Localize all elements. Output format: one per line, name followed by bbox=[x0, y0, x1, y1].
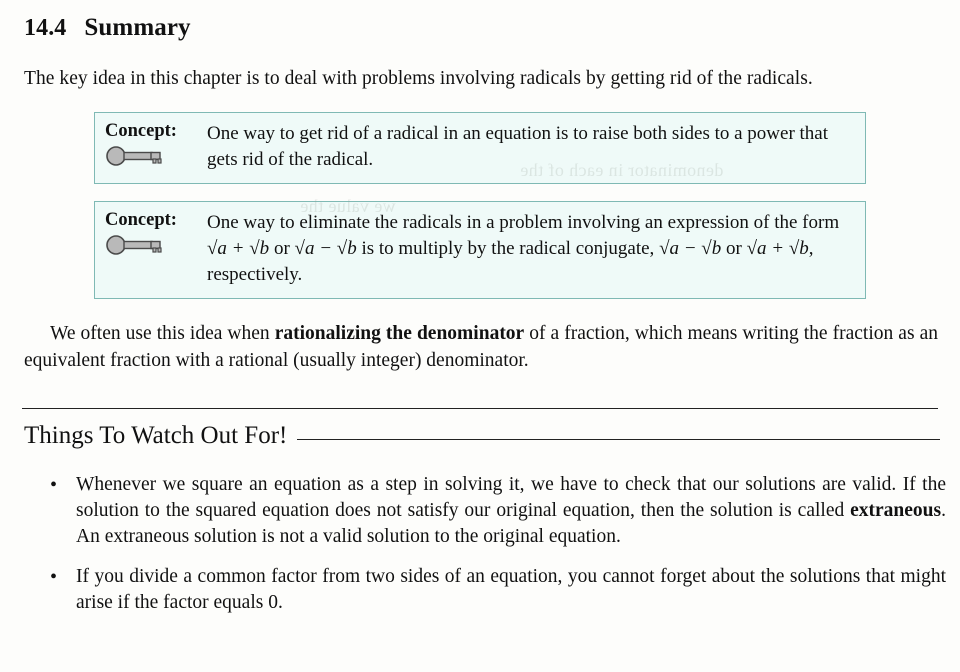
section-number: 14.4 bbox=[24, 15, 67, 41]
watch-out-rule bbox=[297, 439, 940, 440]
concept-label: Concept: bbox=[105, 210, 177, 231]
section-title: Summary bbox=[84, 14, 191, 41]
ghost-text-line1: denominator in each of the bbox=[520, 160, 724, 180]
para-part1: We often use this idea when bbox=[50, 323, 275, 345]
concept-text-1: One way to get rid of a radical in an equation is to raise both sides to a power that gets rid of the radical. bbox=[207, 123, 829, 171]
watch-out-title: Things To Watch Out For! bbox=[24, 422, 288, 449]
concept2-part7: or bbox=[721, 238, 747, 260]
para-bold: rationalizing the denominator bbox=[274, 323, 525, 345]
bullet1-part2: . An extraneous solution is not a valid solution to the original equation. bbox=[76, 499, 946, 547]
concept-box-2-left bbox=[105, 210, 205, 259]
concept2-part3: or bbox=[269, 238, 295, 260]
concept2-expr2: √a − √b bbox=[294, 238, 357, 260]
key-icon bbox=[105, 235, 167, 260]
bullet-marker: • bbox=[50, 474, 58, 496]
watch-out-heading bbox=[24, 422, 940, 450]
concept-text-2 bbox=[205, 210, 855, 288]
concept2-part1: One way to eliminate the radicals in a problem involving an expression of the form bbox=[207, 212, 840, 234]
rationalizing-paragraph bbox=[24, 321, 938, 374]
concept-box-1 bbox=[94, 112, 866, 184]
list-item bbox=[46, 564, 946, 616]
bullet-marker: • bbox=[50, 565, 58, 588]
concept2-expr1: √a + √b bbox=[207, 238, 270, 260]
concept2-expr4: √a + √b bbox=[746, 238, 809, 260]
intro-paragraph: The key idea in this chapter is to deal with problems involving radicals by getting rid of the radicals. bbox=[24, 68, 813, 89]
concept2-expr3: √a − √b bbox=[659, 238, 722, 260]
concept-label: Concept: bbox=[105, 121, 177, 142]
bullet-text-1 bbox=[76, 472, 946, 550]
ghost-text-line2: we value the bbox=[300, 196, 396, 216]
bullet1-part1: Whenever we square an equation as a step in solving it, we have to check that our solutions are valid. If the solution to the squared equation does not satisfy our original equation, then the solution is called bbox=[76, 474, 946, 521]
concept2-part9: , respectively. bbox=[207, 238, 814, 286]
section-heading bbox=[24, 14, 938, 42]
concept-box-1-left bbox=[105, 121, 205, 170]
key-icon bbox=[105, 146, 167, 171]
bullet-text-2: If you divide a common factor from two sides of an equation, you cannot forget about the solutions that might arise if the factor equals 0. bbox=[76, 565, 946, 613]
list-item bbox=[46, 472, 946, 550]
divider-rule bbox=[22, 408, 938, 409]
concept-box-2 bbox=[94, 201, 866, 299]
watch-out-list bbox=[46, 472, 946, 630]
para-part2: of a fraction, which means writing the fraction as an equivalent fraction with a rational (usually integer) denominator. bbox=[24, 323, 938, 372]
concept2-part5: is to multiply by the radical conjugate, bbox=[356, 238, 660, 260]
bullet1-bold: extraneous bbox=[850, 499, 942, 521]
